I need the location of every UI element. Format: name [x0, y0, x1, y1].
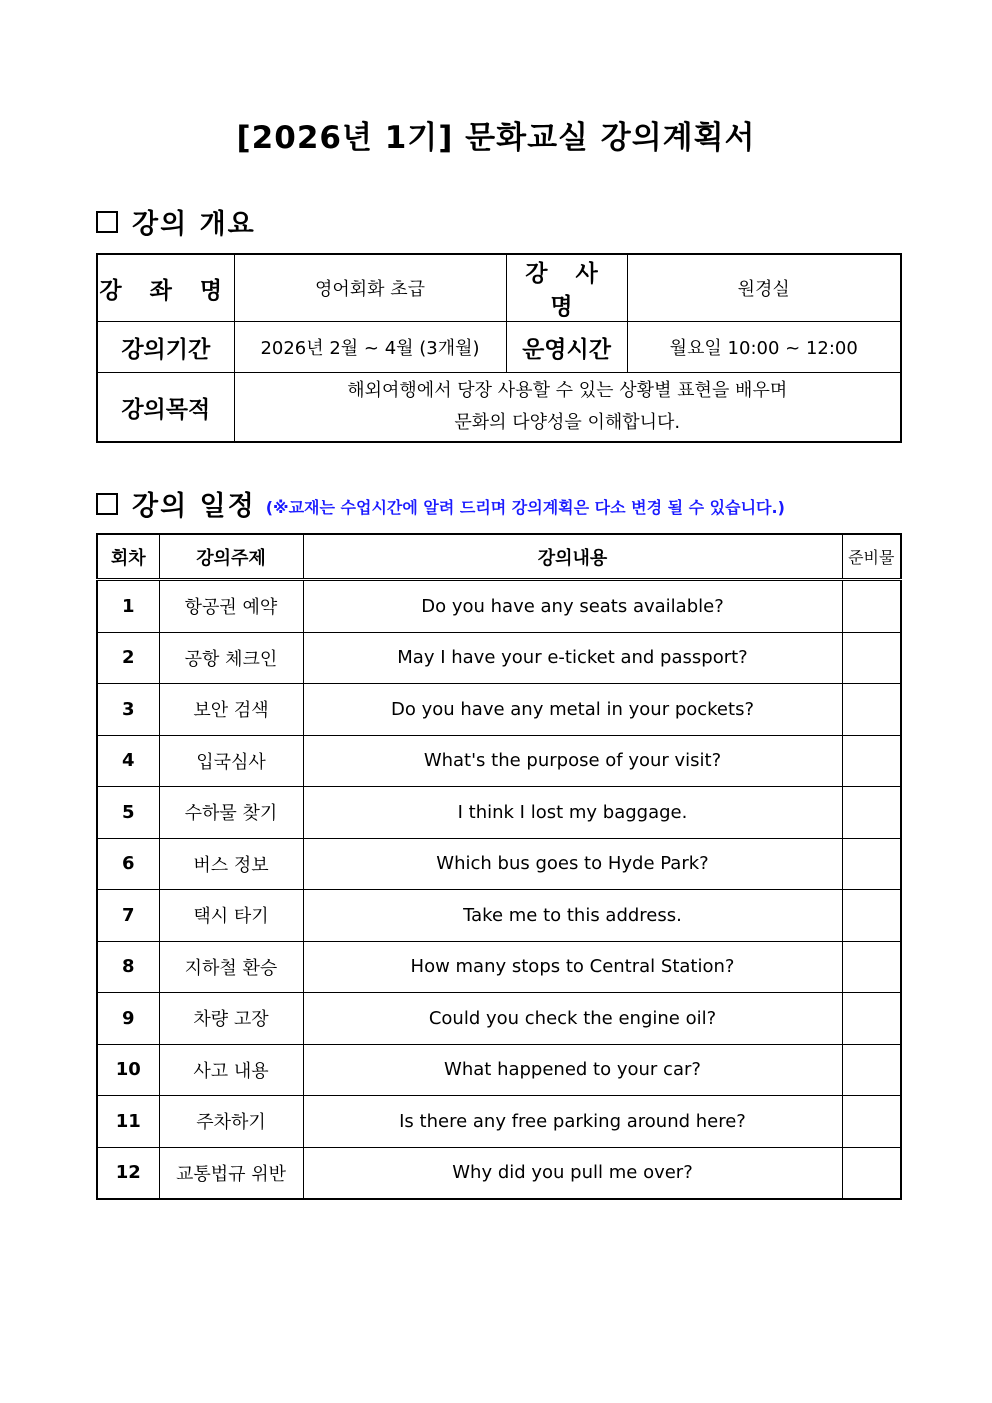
session-content: Do you have any metal in your pockets? — [303, 684, 842, 736]
table-row — [97, 632, 901, 684]
overview-table — [96, 253, 902, 443]
overview-heading-text: 강의 개요 — [132, 209, 256, 240]
purpose-label: 강의목적 — [97, 373, 234, 443]
purpose-value — [234, 373, 901, 443]
table-row — [97, 941, 901, 993]
session-materials — [842, 787, 901, 839]
session-content: What's the purpose of your visit? — [303, 735, 842, 787]
header-content: 강의내용 — [303, 534, 842, 580]
table-row — [97, 1096, 901, 1148]
table-row — [97, 735, 901, 787]
session-content: Is there any free parking around here? — [303, 1096, 842, 1148]
overview-row-purpose — [97, 373, 901, 443]
instructor-label: 강 사 명 — [506, 254, 627, 322]
session-number: 6 — [97, 838, 159, 890]
session-topic: 버스 정보 — [159, 838, 303, 890]
session-number: 2 — [97, 632, 159, 684]
session-number: 11 — [97, 1096, 159, 1148]
session-content: What happened to your car? — [303, 1044, 842, 1096]
session-content: Could you check the engine oil? — [303, 993, 842, 1045]
table-row — [97, 1147, 901, 1199]
header-topic: 강의주제 — [159, 534, 303, 580]
session-topic: 항공권 예약 — [159, 580, 303, 633]
session-topic: 공항 체크인 — [159, 632, 303, 684]
session-topic: 지하철 환승 — [159, 941, 303, 993]
instructor-value: 원경실 — [627, 254, 901, 322]
session-topic: 사고 내용 — [159, 1044, 303, 1096]
session-materials — [842, 1147, 901, 1199]
overview-row-period — [97, 322, 901, 373]
session-number: 5 — [97, 787, 159, 839]
session-number: 10 — [97, 1044, 159, 1096]
session-topic: 차량 고장 — [159, 993, 303, 1045]
session-materials — [842, 632, 901, 684]
session-materials — [842, 838, 901, 890]
session-number: 7 — [97, 890, 159, 942]
checkbox-square-icon — [96, 493, 118, 515]
session-topic: 수하물 찾기 — [159, 787, 303, 839]
header-session: 회차 — [97, 534, 159, 580]
session-materials — [842, 890, 901, 942]
session-topic: 교통법규 위반 — [159, 1147, 303, 1199]
session-topic: 입국심사 — [159, 735, 303, 787]
schedule-header-row — [97, 534, 901, 580]
purpose-line-1: 해외여행에서 당장 사용할 수 있는 상황별 표현을 배우며 — [347, 380, 788, 401]
session-content: I think I lost my baggage. — [303, 787, 842, 839]
period-value: 2026년 2월 ~ 4월 (3개월) — [234, 322, 506, 373]
purpose-line-2: 문화의 다양성을 이해합니다. — [454, 412, 681, 433]
session-number: 3 — [97, 684, 159, 736]
session-content: Take me to this address. — [303, 890, 842, 942]
session-content: Do you have any seats available? — [303, 580, 842, 633]
session-materials — [842, 735, 901, 787]
table-row — [97, 890, 901, 942]
session-content: How many stops to Central Station? — [303, 941, 842, 993]
overview-row-course — [97, 254, 901, 322]
table-row — [97, 787, 901, 839]
session-number: 9 — [97, 993, 159, 1045]
session-materials — [842, 941, 901, 993]
session-number: 1 — [97, 580, 159, 633]
course-label: 강 좌 명 — [97, 254, 234, 322]
session-topic: 택시 타기 — [159, 890, 303, 942]
session-materials — [842, 580, 901, 633]
session-materials — [842, 993, 901, 1045]
session-content: May I have your e-ticket and passport? — [303, 632, 842, 684]
table-row — [97, 1044, 901, 1096]
table-row — [97, 993, 901, 1045]
overview-heading — [96, 202, 256, 241]
session-topic: 주차하기 — [159, 1096, 303, 1148]
schedule-table — [96, 533, 902, 1200]
schedule-body — [97, 580, 901, 1200]
table-row — [97, 838, 901, 890]
session-materials — [842, 1096, 901, 1148]
session-number: 12 — [97, 1147, 159, 1199]
schedule-heading — [96, 484, 785, 523]
session-materials — [842, 1044, 901, 1096]
hours-label: 운영시간 — [506, 322, 627, 373]
session-number: 4 — [97, 735, 159, 787]
checkbox-square-icon — [96, 211, 118, 233]
hours-value: 월요일 10:00 ~ 12:00 — [627, 322, 901, 373]
schedule-heading-text: 강의 일정 — [132, 491, 256, 522]
schedule-note: (※교재는 수업시간에 알려 드리며 강의계획은 다소 변경 될 수 있습니다.) — [265, 498, 785, 517]
course-value: 영어회화 초급 — [234, 254, 506, 322]
session-content: Which bus goes to Hyde Park? — [303, 838, 842, 890]
session-content: Why did you pull me over? — [303, 1147, 842, 1199]
session-number: 8 — [97, 941, 159, 993]
table-row — [97, 684, 901, 736]
header-materials: 준비물 — [842, 534, 901, 580]
period-label: 강의기간 — [97, 322, 234, 373]
page-title: [2026년 1기] 문화교실 강의계획서 — [236, 120, 756, 156]
session-topic: 보안 검색 — [159, 684, 303, 736]
session-materials — [842, 684, 901, 736]
table-row — [97, 580, 901, 633]
